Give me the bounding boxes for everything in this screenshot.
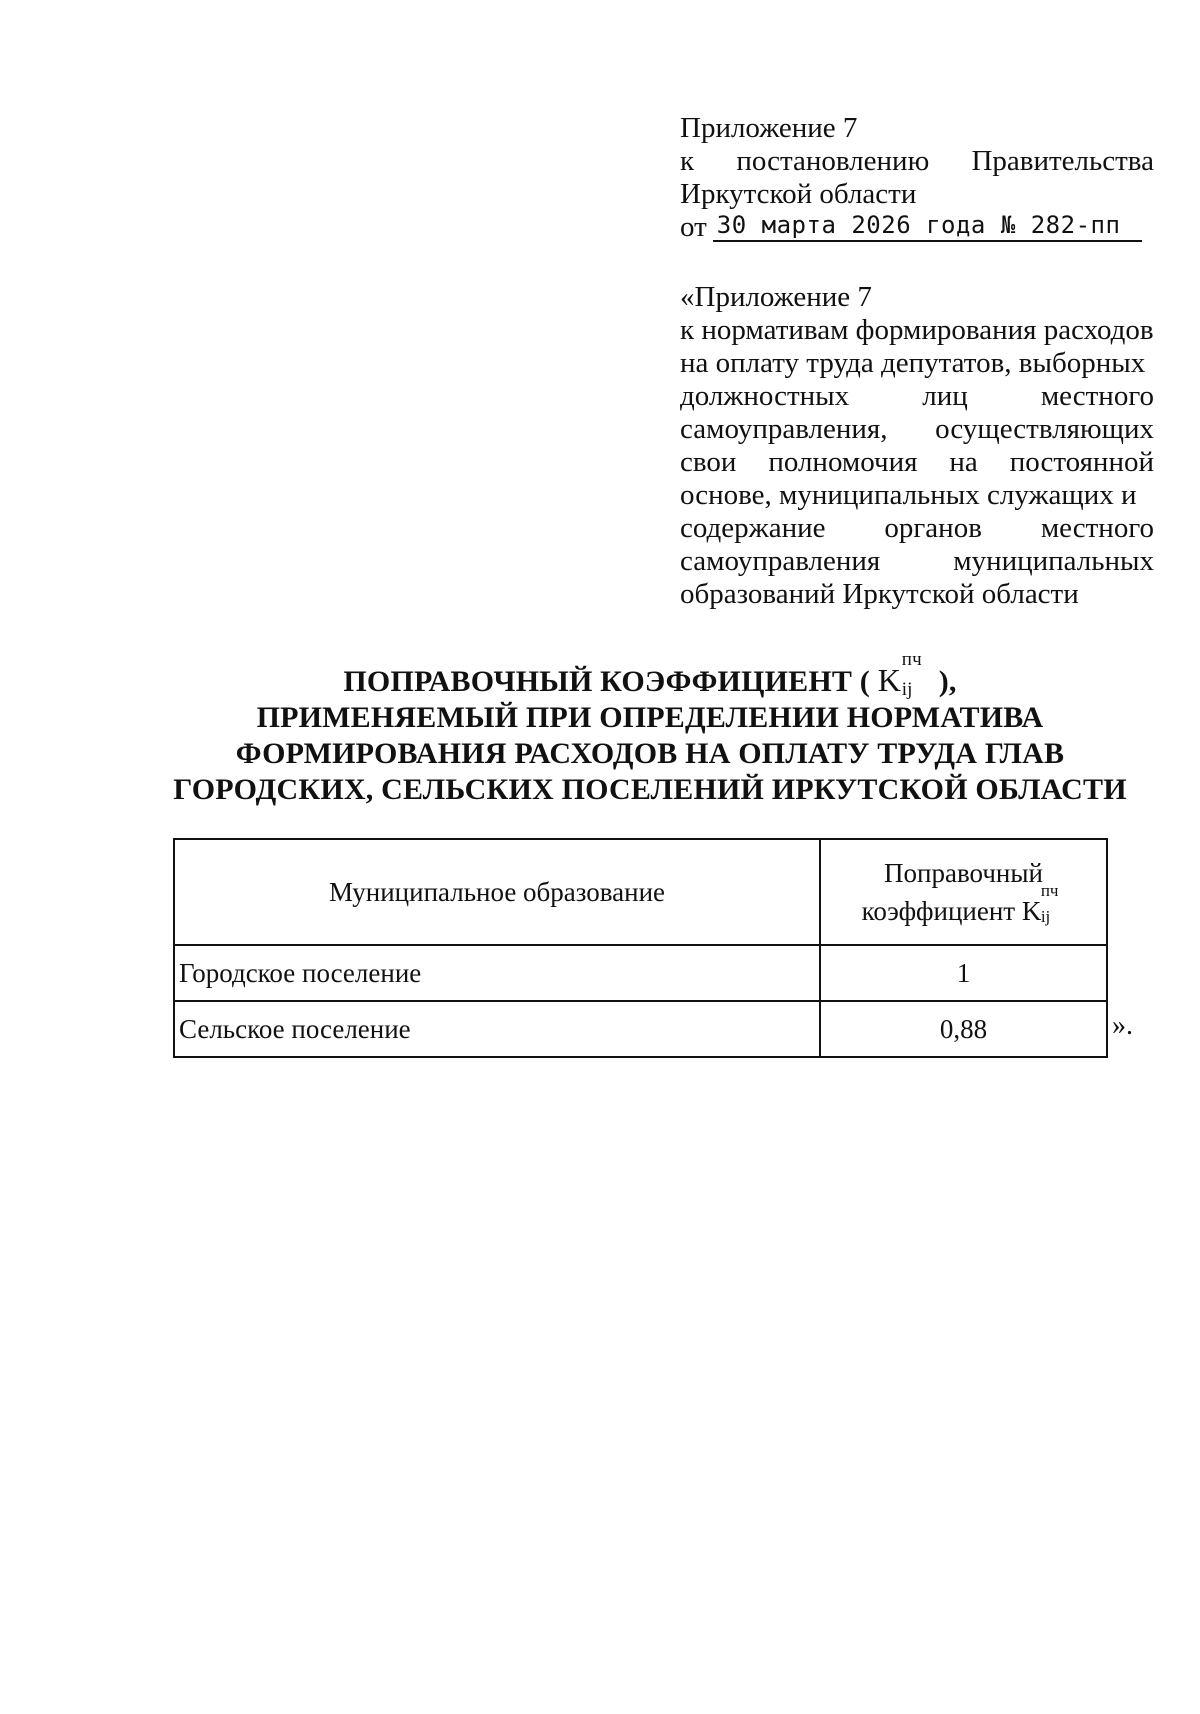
header-coefficient-superscript: пч bbox=[1040, 881, 1059, 900]
title-line-2: ПРИМЕНЯЕМЫЙ ПРИ ОПРЕДЕЛЕНИИ НОРМАТИВА bbox=[256, 701, 1044, 734]
amended-word: муниципальных bbox=[953, 545, 1154, 577]
header-coefficient-symbol bbox=[1021, 881, 1066, 930]
amended-word: осуществляющих bbox=[935, 413, 1154, 445]
amended-word: свои bbox=[680, 446, 737, 478]
date-line bbox=[680, 211, 1154, 244]
header-coefficient-letter: K bbox=[1021, 896, 1042, 926]
amended-word: постоянной bbox=[1009, 446, 1154, 478]
table-row bbox=[174, 1001, 1107, 1057]
coefficient-symbol bbox=[877, 649, 931, 700]
header-municipality: Муниципальное образование bbox=[174, 839, 820, 945]
amended-line-6 bbox=[680, 446, 1154, 479]
header-coefficient-word: коэффициент bbox=[861, 896, 1016, 926]
table-header-row bbox=[174, 839, 1107, 945]
amended-word: лиц bbox=[922, 380, 968, 412]
header-coefficient bbox=[820, 839, 1107, 945]
coefficient-subscript: ij bbox=[901, 679, 913, 700]
amended-line-5 bbox=[680, 413, 1154, 446]
document-title bbox=[150, 649, 1150, 808]
resolution-reference-block bbox=[680, 112, 1154, 244]
coefficient-value: 1 bbox=[820, 945, 1107, 1001]
municipality-name: Городское поселение bbox=[174, 945, 820, 1001]
title-line-3: ФОРМИРОВАНИЯ РАСХОДОВ НА ОПЛАТУ ТРУДА ГЛАВ bbox=[235, 737, 1065, 770]
header-coefficient-subscript: ij bbox=[1040, 907, 1051, 926]
title-line-1-start: ПОПРАВОЧНЫЙ КОЭФФИЦИЕНТ ( bbox=[343, 665, 870, 698]
region-line: Иркутской области bbox=[680, 178, 917, 210]
header-coefficient-line-2 bbox=[821, 881, 1106, 930]
table-row bbox=[174, 945, 1107, 1001]
title-line-1 bbox=[150, 649, 1150, 700]
amended-word: местного bbox=[1040, 512, 1154, 544]
amended-line-8 bbox=[680, 512, 1154, 545]
amended-line-7: основе, муниципальных служащих и bbox=[680, 479, 1137, 511]
title-line-1-end: ), bbox=[938, 665, 957, 698]
amended-line-10: образований Иркутской области bbox=[680, 578, 1079, 610]
amended-word: местного bbox=[1040, 380, 1154, 412]
amended-line-4 bbox=[680, 380, 1154, 413]
amended-line-3: на оплату труда депутатов, выборных bbox=[680, 347, 1146, 379]
closing-quote: ». bbox=[1112, 1010, 1133, 1041]
header-coefficient-line-1: Поправочный bbox=[884, 858, 1043, 888]
coefficient-superscript: пч bbox=[901, 649, 922, 670]
municipality-name: Сельское поселение bbox=[174, 1001, 820, 1057]
amended-word: содержание bbox=[680, 512, 826, 544]
amended-word: органов bbox=[884, 512, 982, 544]
amended-line-2: к нормативам формирования расходов bbox=[680, 314, 1154, 346]
amended-word: самоуправления, bbox=[680, 413, 888, 445]
to-word: к bbox=[680, 145, 695, 177]
title-line-4: ГОРОДСКИХ, СЕЛЬСКИХ ПОСЕЛЕНИЙ ИРКУТСКОЙ ОБЛАСТИ bbox=[173, 773, 1127, 806]
amended-appendix-block bbox=[680, 281, 1154, 611]
amended-line-1: «Приложение 7 bbox=[680, 281, 872, 313]
coefficient-value: 0,88 bbox=[820, 1001, 1107, 1057]
coefficient-table bbox=[173, 838, 1108, 1058]
amended-line-9 bbox=[680, 545, 1154, 578]
resolution-word: постановлению bbox=[736, 145, 930, 177]
amended-word: полномочия bbox=[768, 446, 918, 478]
coefficient-letter: K bbox=[877, 662, 902, 698]
resolution-line bbox=[680, 145, 1154, 178]
date-and-number: 30 марта 2026 года № 282-пп bbox=[713, 210, 1142, 242]
government-word: Правительства bbox=[971, 145, 1154, 177]
appendix-label: Приложение 7 bbox=[680, 112, 858, 144]
amended-word: самоуправления bbox=[680, 545, 881, 577]
from-word: от bbox=[680, 211, 707, 243]
amended-word: на bbox=[949, 446, 978, 478]
amended-word: должностных bbox=[680, 380, 850, 412]
